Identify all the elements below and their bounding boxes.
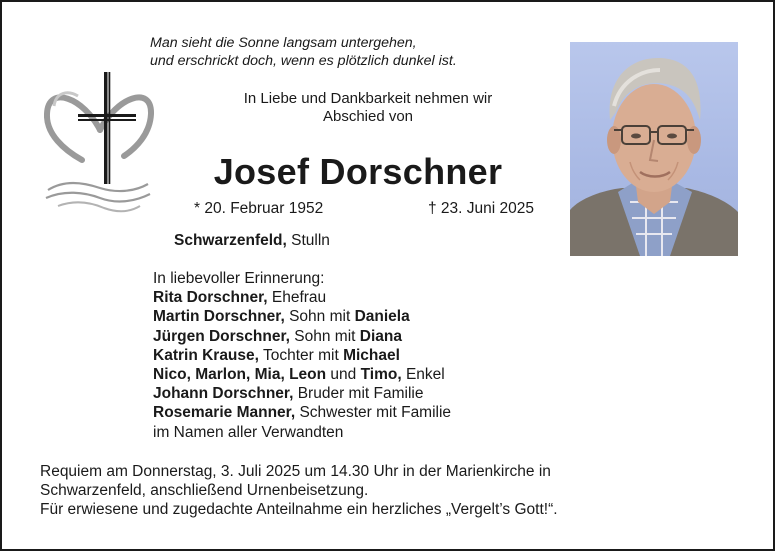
grandchildren-names: Nico, Marlon, Mia, Leon — [153, 366, 327, 384]
service-line-1: Requiem am Donnerstag, 3. Juli 2025 um 14.30 Uhr in der Marienkirche in — [40, 463, 551, 480]
list-item — [153, 384, 451, 403]
mourner-relation: Ehefrau — [267, 289, 327, 307]
residence-extra: Stulln — [286, 232, 330, 249]
grandchildren-und: und — [326, 366, 361, 384]
mourner-relation: Sohn mit — [289, 327, 360, 345]
service-line-2: Schwarzenfeld, anschließend Urnenbeisetzung. — [40, 482, 369, 500]
mourner-partner: Daniela — [354, 308, 410, 326]
grandchildren-last: Timo, — [360, 366, 402, 384]
list-item — [153, 346, 451, 365]
intro-line-1: In Liebe und Dankbarkeit nehmen wir — [243, 90, 493, 107]
life-dates — [194, 199, 534, 219]
heart-cross-waves-icon — [44, 70, 156, 223]
mourner-name: Rita Dorschner, — [153, 289, 268, 307]
mourners-heading: In liebevoller Erinnerung: — [153, 270, 325, 287]
grandchildren-relation: Enkel — [401, 366, 445, 384]
death-date: † 23. Juni 2025 — [427, 200, 534, 217]
mourners-closing: im Namen aller Verwandten — [153, 423, 344, 441]
mourner-name: Martin Dorschner, — [153, 308, 285, 326]
mourner-name: Jürgen Dorschner, — [153, 327, 290, 345]
list-item — [153, 365, 451, 384]
mourner-relation: Sohn mit — [284, 308, 355, 326]
quote-line-1: Man sieht die Sonne langsam untergehen, — [150, 35, 417, 51]
mourner-relation: Schwester mit Familie — [295, 404, 452, 422]
mourner-partner: Diana — [359, 327, 402, 345]
mourners-list — [153, 269, 451, 442]
intro-text — [182, 90, 554, 126]
mourner-name: Rosemarie Manner, — [153, 404, 296, 422]
quote — [150, 34, 457, 70]
mourner-name: Johann Dorschner, — [153, 385, 294, 403]
deceased-name: Josef Dorschner — [213, 151, 503, 192]
mourner-relation: Tochter mit — [258, 346, 344, 364]
list-item — [153, 288, 451, 307]
list-item — [153, 327, 451, 346]
portrait-photo — [570, 42, 738, 256]
intro-line-2: Abschied von — [322, 108, 414, 125]
service-info — [40, 462, 558, 520]
list-item — [153, 403, 451, 422]
birth-date: * 20. Februar 1952 — [194, 200, 324, 217]
mourner-relation: Bruder mit Familie — [293, 385, 424, 403]
mourner-partner: Michael — [343, 346, 400, 364]
residence-main: Schwarzenfeld, — [174, 232, 287, 249]
residence — [174, 231, 330, 251]
quote-line-2: und erschrickt doch, wenn es plötzlich dunkel ist. — [150, 53, 457, 69]
mourner-name: Katrin Krause, — [153, 346, 259, 364]
list-item — [153, 307, 451, 326]
thanks-line: Für erwiesene und zugedachte Anteilnahme ein herzliches „Vergelt’s Gott!“. — [40, 501, 558, 519]
